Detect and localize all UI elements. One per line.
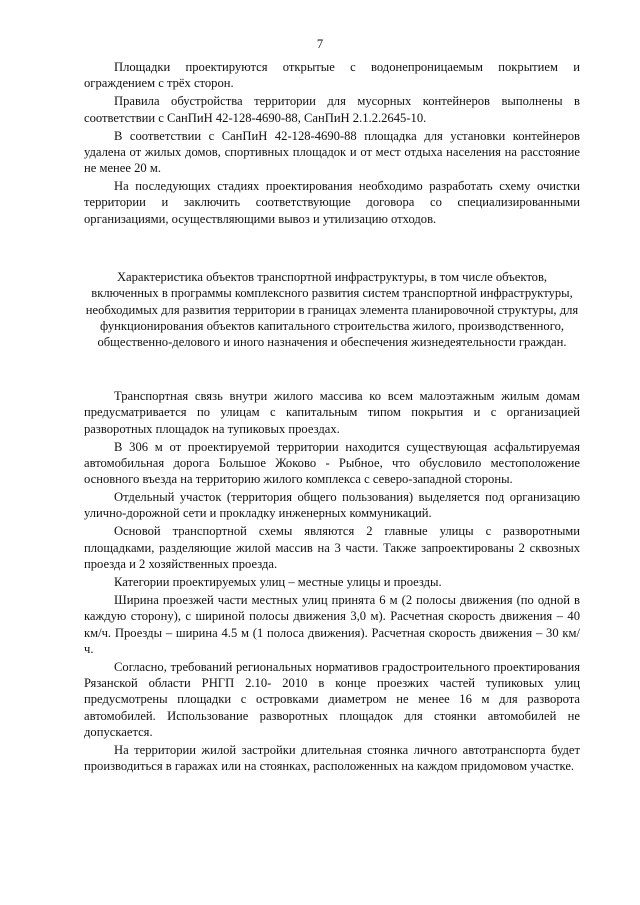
paragraph: Согласно, требований региональных нормативов градостроительного проектирования Рязанской области РНГП 2.10- 2010 в конце проезжих частей тупиковых улиц предусмотрены площадки с островками диаметром не менее 16 м для разворота автомобилей. Использование разворотных площадок для стоянки автомобилей не допускается.	[84, 659, 580, 740]
paragraph: Отдельный участок (территория общего пользования) выделяется под организацию улично-дорожной сети и прокладку инженерных коммуникаций.	[84, 490, 580, 521]
paragraph: Ширина проезжей части местных улиц принята 6 м (2 полосы движения (по одной в каждую сторону), с шириной полосы движения 3,0 м). Расчетная скорость движения – 40 км/ч. Проезды – ширина 4.5 м (1 полоса движения). Расчетная скорость движения – 30 км/ч.	[84, 593, 580, 656]
paragraph: Основой транспортной схемы являются 2 главные улицы с разворотными площадками, разделяющие жилой массив на 3 части. Также запроектированы 2 сквозных проезда и 2 хозяйственных проезда.	[84, 524, 580, 572]
heading-text: Характеристика объектов транспортной инфраструктуры, в том числе объектов, включенных в программы комплексного развития систем транспортной инфраструктуры, необходимых для развития территории в границах элемента планировочной структуры, для функционирования объектов капитального строительства жилого, производственного, общественно-делового и иного назначения и обеспечения жизнедеятельности граждан.	[85, 270, 579, 350]
paragraph: Транспортная связь внутри жилого массива ко всем малоэтажным жилым домам предусматривается по улицам с капитальным типом покрытия и с организацией разворотных площадок на тупиковых проездах.	[84, 389, 580, 436]
section-heading	[84, 269, 580, 350]
section-waste-areas	[84, 59, 580, 229]
paragraph: На территории жилой застройки длительная стоянка личного автотранспорта будет производиться в гаражах или на стоянках, расположенных на каждом придомовом участке.	[84, 743, 580, 774]
paragraph: Площадки проектируются открытые с водонепроницаемым покрытием и ограждением с трёх сторон.	[84, 60, 580, 91]
paragraph: В 306 м от проектируемой территории находится существующая асфальтируемая автомобильная дорога Большое Жоково - Рыбное, что обусловило местоположение основного въезда на территорию жилого комплекса с северо-западной стороны.	[84, 439, 580, 487]
paragraph: В соответствии с СанПиН 42-128-4690-88 площадка для установки контейнеров удалена от жилых домов, спортивных площадок и от мест отдыха населения на расстояние не менее 20 м.	[84, 128, 580, 176]
paragraph: На последующих стадиях проектирования необходимо разработать схему очистки территории и заключить соответствующие договора со специализированными организациями, осуществляющими вывоз и утилизацию отходов.	[84, 179, 580, 226]
paragraph: Категории проектируемых улиц – местные улицы и проезды.	[114, 575, 442, 590]
paragraph: Правила обустройства территории для мусорных контейнеров выполнены в соответствии с СанПиН 42-128-4690-88, СанПиН 2.1.2.2645-10.	[84, 94, 580, 125]
page-number: 7	[316, 37, 324, 51]
section-transport	[84, 388, 580, 776]
